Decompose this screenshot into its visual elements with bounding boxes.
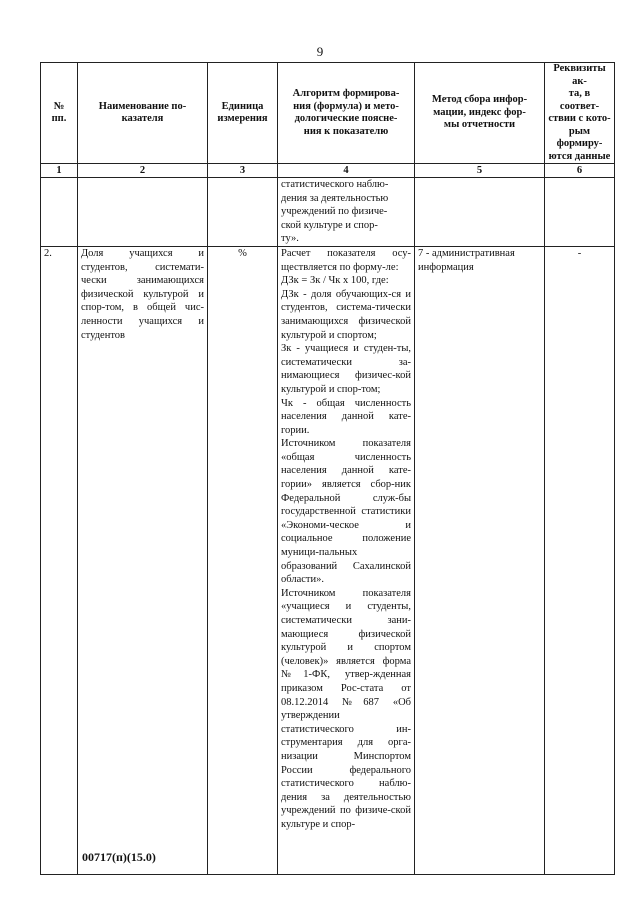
indicator-table (40, 62, 615, 875)
algorithm-paragraph: Источником показателя «общая численность населения данной кате-гории» является сбор-ник Федеральной служ-бы государственной статистики «Экономи-ческое и социальное положение муници-пальных образований Сахалинской области». (281, 438, 411, 586)
column-number: 4 (278, 164, 415, 178)
continuation-algorithm: статистического наблю- дения за деятельностью учреждений по физиче- ской культуре и спор- ту». (278, 178, 415, 247)
algorithm-paragraph: ДЗк - доля обучающих-ся и студентов, система-тически занимающихся физической культурой и спортом; (281, 288, 411, 341)
column-number: 5 (415, 164, 545, 178)
column-number: 6 (545, 164, 615, 178)
column-number: 3 (208, 164, 278, 178)
algorithm-paragraph: Зк - учащиеся и студен-ты, систематически за-нимающиеся физичес-кой культурой и спор-том; (281, 343, 411, 395)
row-method: 7 - административная информация (415, 246, 545, 874)
header-requisites: Реквизиты ак- та, в соответ- ствии с кото- рым формиру- ются данные (545, 63, 615, 164)
row-number: 2. (41, 246, 78, 874)
header-unit: Единица измерения (208, 63, 278, 164)
column-number: 2 (78, 164, 208, 178)
algorithm-paragraph: Расчет показателя осу-ществляется по форму-ле: (281, 247, 411, 273)
table-row (41, 246, 615, 874)
algorithm-paragraph: Источником показателя «учащиеся и студенты, систематически зани-мающиеся физической культурой и спортом (человек)» является форма №1-ФК, утвер-жденная приказом Рос-стата от 08.12.2014 №687 «Об утверждении статистического ин-струментария для орга-низации Минспортом России федерального статистического наблю-дения за деятельностью учреждений по физиче-ской культуре и спор- (281, 587, 411, 830)
header-algorithm: Алгоритм формирова- ния (формула) и мето- дологические поясне- ния к показателю (278, 63, 415, 164)
header-number: № пп. (41, 63, 78, 164)
row-indicator-name: Доля учащихся и студентов, системати-чески занимающихся физической культурой и спор-том, в общей чис-ленности учащихся и студентов (78, 246, 208, 874)
document-code: 00717(п)(15.0) (82, 850, 156, 864)
column-number-row (41, 164, 615, 178)
algorithm-paragraph: Чк - общая численность населения данной кате-гории. (281, 397, 411, 436)
column-number: 1 (41, 164, 78, 178)
continuation-row (41, 178, 615, 247)
row-requisites: - (545, 246, 615, 874)
header-row (41, 63, 615, 164)
row-unit: % (208, 246, 278, 874)
page-number: 9 (316, 44, 324, 59)
header-method: Метод сбора инфор- мации, индекс фор- мы отчетности (415, 63, 545, 164)
row-algorithm (278, 246, 415, 874)
header-name: Наименование по- казателя (78, 63, 208, 164)
algorithm-paragraph: ДЗк = Зк / Чк х 100, где: (281, 275, 389, 287)
